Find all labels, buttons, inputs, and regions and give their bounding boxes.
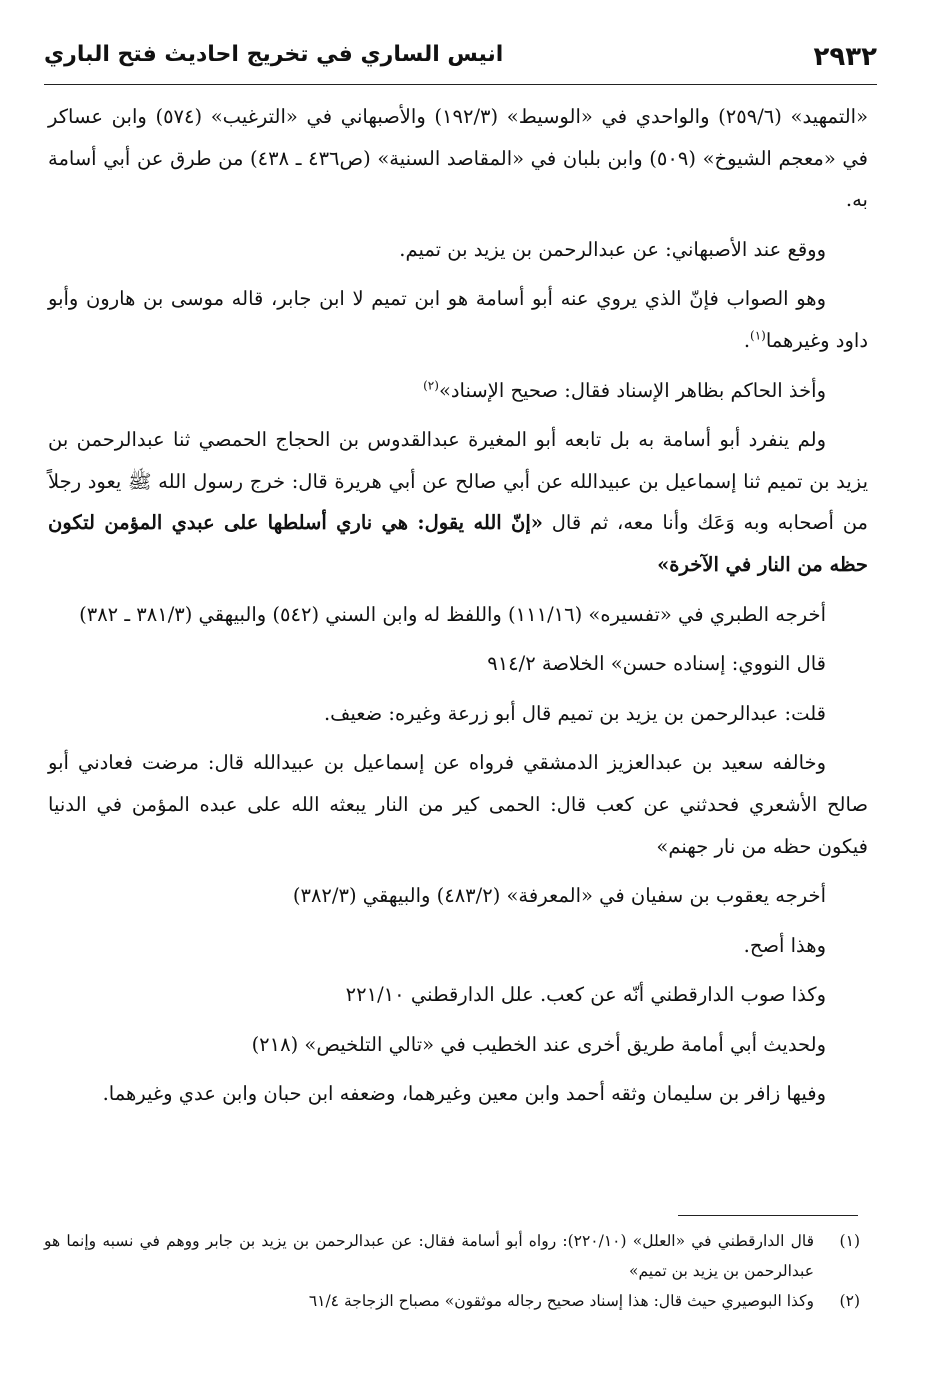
paragraph-3	[48, 278, 868, 361]
footnote-2	[44, 1286, 860, 1316]
paragraph-10	[48, 875, 868, 917]
paragraph-5	[48, 419, 868, 585]
footnote-divider	[678, 1215, 858, 1216]
paragraph-text: قلت: عبدالرحمن بن يزيد بن تميم قال أبو زرعة وغيره: ضعيف.	[323, 701, 826, 725]
header-divider	[44, 84, 877, 85]
paragraph-11	[48, 925, 868, 967]
paragraph-text: وهو الصواب فإنّ الذي يروي عنه أبو أسامة هو ابن تميم لا ابن جابر، قاله موسى بن هارون وأبو داود وغيرهما	[48, 287, 868, 352]
footnote-number: (٢)	[839, 1292, 860, 1310]
paragraph-7	[48, 643, 868, 685]
paragraph-text: أخرجه الطبري في «تفسيره» (١١١/١٦) واللفظ له وابن السني (٥٤٢) والبيهقي (٣٨١/٣ ـ ٣٨٢)	[79, 602, 826, 626]
paragraph-text: وفيها زافر بن سليمان وثقه أحمد وابن معين وغيرهما، وضعفه ابن حبان وابن عدي وغيرهما.	[102, 1082, 826, 1106]
paragraph-text: قال النووي: إسناده حسن» الخلاصة ٩١٤/٢	[487, 652, 826, 676]
footnote-number: (١)	[839, 1232, 860, 1250]
paragraph-9	[48, 742, 868, 867]
running-title: انيس الساري في تخريج احاديث فتح الباري	[44, 42, 504, 67]
paragraph-12	[48, 974, 868, 1016]
paragraph-text: ولم ينفرد أبو أسامة به بل تابعه أبو المغيرة عبدالقدوس بن الحجاج الحمصي ثنا عبدالرحمن بن يزيد بن تميم ثنا إسماعيل بن عبيدالله عن أبي صالح عن أبي هريرة قال: خرج رسول الله ﷺ يعود رجلاً من أصحابه وبه وَعَك وأنا معه، ثم قال	[48, 428, 868, 535]
footnote-ref: (١)	[750, 328, 766, 343]
paragraph-text: وأخذ الحاكم بظاهر الإسناد فقال: صحيح الإسناد»	[438, 378, 826, 402]
paragraph-text: .	[743, 328, 751, 352]
paragraph-6	[48, 594, 868, 636]
paragraph-text: وكذا صوب الدارقطني أنّه عن كعب. علل الدارقطني ٢٢١/١٠	[345, 983, 826, 1007]
paragraph-4	[48, 370, 868, 412]
page-number: ٢٩٣٢	[813, 42, 877, 72]
hadith-quote: «إنّ الله يقول: هي ناري أسلطها على عبدي المؤمن لتكون حظه من النار في الآخرة»	[48, 511, 868, 576]
footnotes	[44, 1226, 860, 1316]
footnote-1	[44, 1226, 860, 1286]
paragraph-text: ولحديث أبي أمامة طريق أخرى عند الخطيب في «تالي التلخيص» (٢١٨)	[251, 1032, 826, 1056]
footnote-text: قال الدارقطني في «العلل» (٢٢٠/١٠): رواه أبو أسامة فقال: عن عبدالرحمن بن يزيد بن جابر ووهم في نسبه وإنما هو عبدالرحمن بن يزيد بن تميم»	[44, 1232, 815, 1280]
footnote-text: وكذا البوصيري حيث قال: هذا إسناد صحيح رجاله موثقون» مصباح الزجاجة ٦١/٤	[308, 1292, 814, 1310]
paragraph-13	[48, 1024, 868, 1066]
page-header	[44, 38, 877, 78]
paragraph-text: وهذا أصح.	[743, 933, 826, 957]
paragraph-text: «التمهيد» (٢٥٩/٦) والواحدي في «الوسيط» (١٩٢/٣) والأصبهاني في «الترغيب» (٥٧٤) وابن عساكر في «معجم الشيوخ» (٥٠٩) وابن بلبان في «المقاصد السنية» (ص٤٣٦ ـ ٤٣٨) من طرق عن أبي أسامة به.	[48, 105, 869, 212]
paragraph-text: أخرجه يعقوب بن سفيان في «المعرفة» (٤٨٣/٢) والبيهقي (٣٨٢/٣)	[292, 884, 826, 908]
paragraph-text: وخالفه سعيد بن عبدالعزيز الدمشقي فرواه عن إسماعيل بن عبيدالله قال: مرضت فعادني أبو صالح الأشعري فحدثني عن كعب قال: الحمى كير من النار يبعثه الله على عبده المؤمن في الدنيا فيكون حظه من نار جهنم»	[48, 751, 868, 858]
main-text	[48, 96, 868, 1123]
paragraph-14	[48, 1073, 868, 1115]
paragraph-text: ووقع عند الأصبهاني: عن عبدالرحمن بن يزيد بن تميم.	[399, 237, 826, 261]
footnote-ref: (٢)	[423, 378, 439, 393]
paragraph-1	[48, 96, 868, 221]
paragraph-2	[48, 229, 868, 271]
paragraph-8	[48, 693, 868, 735]
